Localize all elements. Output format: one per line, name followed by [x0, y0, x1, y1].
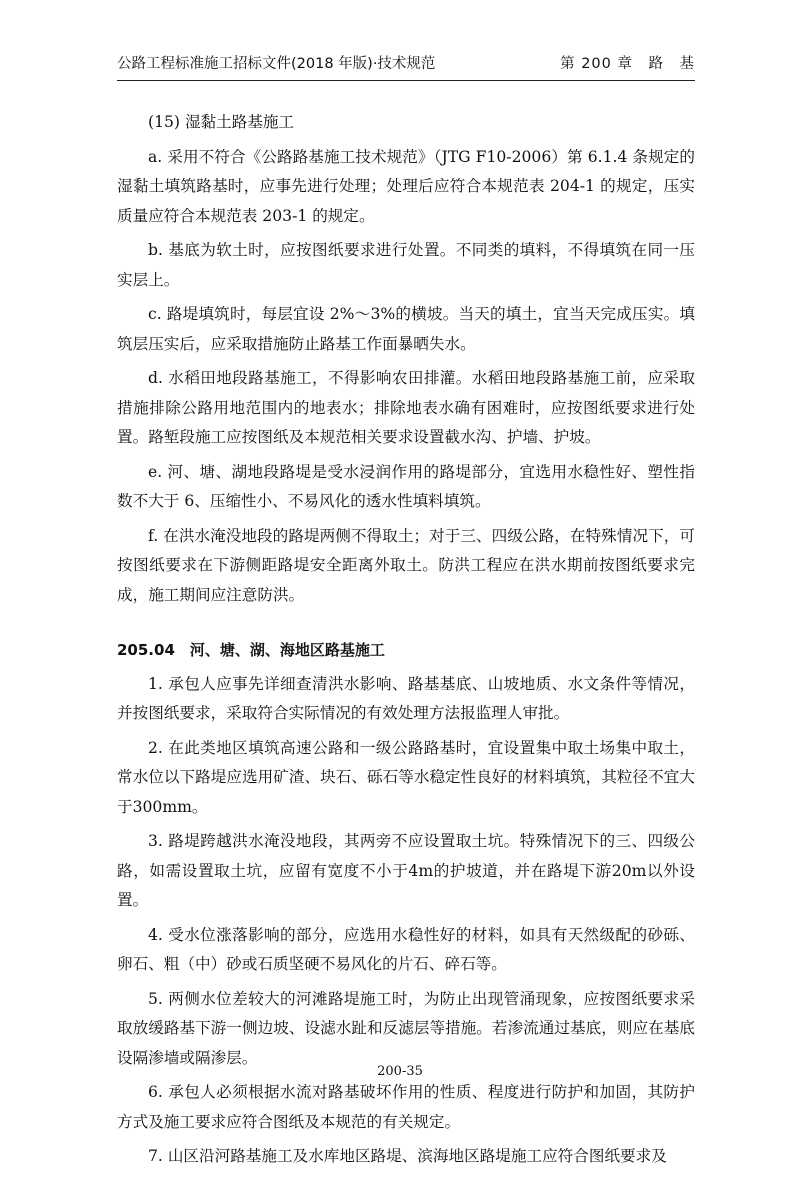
sub-heading-15: (15) 湿黏土路基施工 — [148, 113, 295, 131]
header-document-title: 公路工程标准施工招标文件(2018 年版)·技术规范 — [117, 56, 436, 72]
section-heading-205-04: 205.04 河、塘、湖、海地区路基施工 — [117, 641, 385, 659]
page-body — [117, 108, 695, 1177]
paragraph-15f: f. 在洪水淹没地段的路堤两侧不得取土；对于三、四级公路，在特殊情况下，可按图纸要求在下游侧距路堤安全距离外取土。防洪工程应在洪水期前按图纸要求完成，施工期间应注意防洪。 — [117, 526, 695, 604]
paragraph-205-3: 3. 路堤跨越洪水淹没地段，其两旁不应设置取土坑。特殊情况下的三、四级公路，如需设置取土坑，应留有宽度不小于4m的护坡道，并在路堤下游20m以外设置。 — [117, 832, 695, 909]
paragraph-205-1: 1. 承包人应事先详细查清洪水影响、路基基底、山坡地质、水文条件等情况，并按图纸要求，采取符合实际情况的有效处理方法报监理人审批。 — [117, 674, 695, 722]
paragraph-205-7: 7. 山区沿河路基施工及水库地区路堤、滨海地区路堤施工应符合图纸要求及 — [148, 1147, 667, 1165]
header-chapter-title: 第 200 章 路 基 — [560, 56, 695, 72]
paragraph-205-2: 2. 在此类地区填筑高速公路和一级公路路基时，宜设置集中取土场集中取土，常水位以下路堤应选用矿渣、块石、砾石等水稳定性良好的材料填筑，其粒径不宜大于300mm。 — [117, 738, 695, 816]
page-header — [117, 50, 695, 81]
page-number: 200-35 — [377, 1064, 423, 1079]
paragraph-15c: c. 路堤填筑时，每层宜设 2%～3%的横坡。当天的填土，宜当天完成压实。填筑层压实后，应采取措施防止路基工作面暴晒失水。 — [117, 305, 695, 353]
paragraph-15e: e. 河、塘、湖地段路堤是受水浸润作用的路堤部分，宜选用水稳性好、塑性指数不大于 6、压缩性小、不易风化的透水性填料填筑。 — [117, 462, 695, 510]
paragraph-205-5: 5. 两侧水位差较大的河滩路堤施工时，为防止出现管涌现象，应按图纸要求采取放缓路基下游一侧边坡、设滤水趾和反滤层等措施。若渗流通过基底，则应在基底设隔渗墙或隔渗层。 — [117, 989, 695, 1067]
paragraph-15a: a. 采用不符合《公路路基施工技术规范》（JTG F10-2006）第 6.1.4 条规定的湿黏土填筑路基时，应事先进行处理；处理后应符合本规范表 204-1 的规定，压实质量应符合本规范表 203-1 的规定。 — [117, 147, 695, 225]
paragraph-205-6: 6. 承包人必须根据水流对路基破坏作用的性质、程度进行防护和加固，其防护方式及施工要求应符合图纸及本规范的有关规定。 — [117, 1083, 695, 1131]
paragraph-15d: d. 水稻田地段路基施工，不得影响农田排灌。水稻田地段路基施工前，应采取措施排除公路用地范围内的地表水；排除地表水确有困难时，应按图纸要求进行处置。路堑段施工应按图纸及本规范相关要求设置截水沟、护墙、护坡。 — [117, 369, 695, 446]
paragraph-15b: b. 基底为软土时，应按图纸要求进行处置。不同类的填料，不得填筑在同一压实层上。 — [117, 241, 695, 289]
paragraph-205-4: 4. 受水位涨落影响的部分，应选用水稳性好的材料，如具有天然级配的砂砾、卵石、粗（中）砂或石质坚硬不易风化的片石、碎石等。 — [117, 925, 695, 973]
